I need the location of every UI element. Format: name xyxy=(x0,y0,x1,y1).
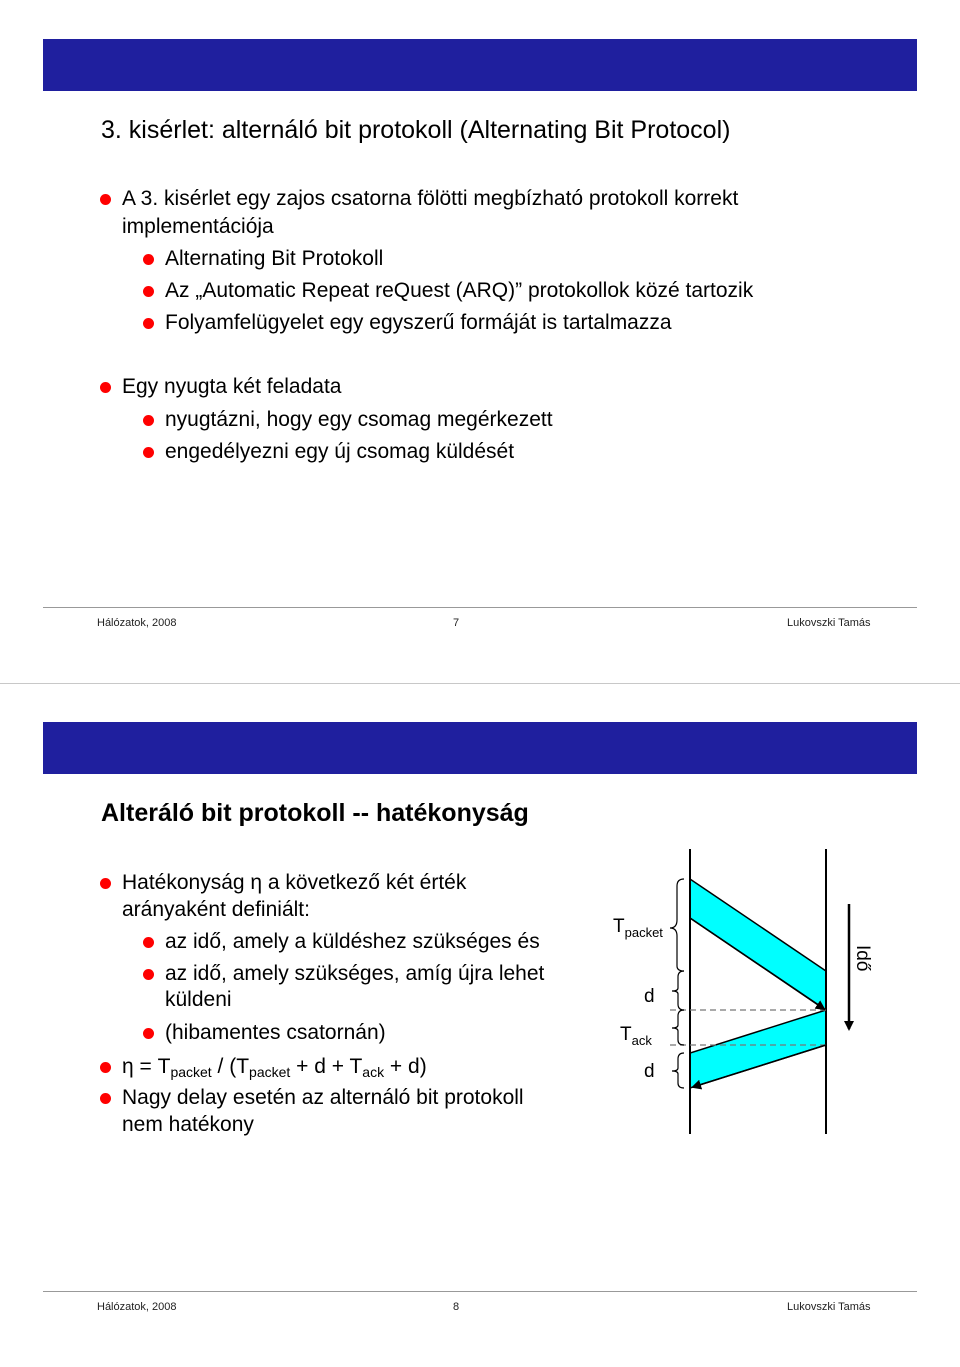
bullet-dot-icon xyxy=(100,382,111,393)
sub-bullet-item: az idő, amely szükséges, amíg újra lehet xyxy=(165,961,544,987)
ack-transmission-area xyxy=(690,1010,826,1088)
slide-title: Alteráló bit protokoll -- hatékonyság xyxy=(101,799,529,827)
bullet-dot-icon xyxy=(143,286,154,297)
footer-left: Hálózatok, 2008 xyxy=(97,1301,177,1313)
bullet-dot-icon xyxy=(143,1028,154,1039)
bullet-dot-icon xyxy=(143,254,154,265)
page-number: 7 xyxy=(453,617,460,629)
efficiency-formula: $\eta = T_{packet} / (T_{packet} + d + T_{ack} + d)$ xyxy=(122,1055,427,1080)
footer-author: Lukovszki Tamás xyxy=(787,1301,871,1313)
sub-bullet-item: Az „Automatic Repeat reQuest (ARQ)” protokollok közé tartozik xyxy=(165,278,753,304)
bullet-dot-icon xyxy=(100,1093,111,1104)
sub-bullet-item: (hibamentes csatornán) xyxy=(165,1020,386,1046)
sub-bullet-item: Folyamfelügyelet egy egyszerű formáját is tartalmazza xyxy=(165,310,672,336)
bullet-item: A 3. kisérlet egy zajos csatorna fölötti megbízható protokoll korrekt xyxy=(122,186,738,212)
label-t-ack: $T_{ack}$ xyxy=(620,1024,652,1048)
bullet-item-continued: implementációja xyxy=(122,215,274,238)
bullet-dot-icon xyxy=(143,937,154,948)
bullet-dot-icon xyxy=(100,878,111,889)
brace-t-ack xyxy=(672,1010,684,1045)
header-bar xyxy=(43,722,917,774)
bullet-item: Nagy delay esetén az alternáló bit protokoll xyxy=(122,1085,524,1111)
time-axis-label: Idő xyxy=(852,945,873,972)
bullet-item-continued: arányaként definiált: xyxy=(122,898,310,921)
label-t-packet: $T_{packet}$ xyxy=(613,916,663,940)
sub-bullet-item: nyugtázni, hogy egy csomag megérkezett xyxy=(165,407,553,433)
sub-bullet-item: engedélyezni egy új csomag küldését xyxy=(165,439,514,465)
sub-bullet-item: az idő, amely a küldéshez szükséges és xyxy=(165,929,540,955)
brace-t-packet xyxy=(670,879,684,971)
footer-left: Hálózatok, 2008 xyxy=(97,617,177,629)
formula-bullet xyxy=(122,1054,427,1080)
slide-title: 3. kisérlet: alternáló bit protokoll (Alternating Bit Protocol) xyxy=(101,116,731,144)
bullet-dot-icon xyxy=(143,447,154,458)
footer-divider xyxy=(43,1291,917,1292)
bullet-item: Hatékonyság η a következő két érték xyxy=(122,870,466,896)
sub-bullet-item-continued: küldeni xyxy=(165,988,232,1011)
page-number: 8 xyxy=(453,1301,460,1313)
packet-transmission-area xyxy=(690,879,826,1010)
bullet-item-continued: nem hatékony xyxy=(122,1113,254,1136)
brace-d2 xyxy=(672,1053,684,1088)
label-d2: d xyxy=(644,1061,655,1082)
footer-author: Lukovszki Tamás xyxy=(787,617,871,629)
timing-diagram xyxy=(600,844,900,1144)
bullet-dot-icon xyxy=(100,194,111,205)
footer-divider xyxy=(43,607,917,608)
bullet-item: Egy nyugta két feladata xyxy=(122,374,342,400)
bullet-dot-icon xyxy=(143,415,154,426)
slide-7 xyxy=(0,0,960,683)
header-bar xyxy=(43,39,917,91)
slide-8 xyxy=(0,684,960,1367)
bullet-dot-icon xyxy=(100,1062,111,1073)
bullet-dot-icon xyxy=(143,318,154,329)
sub-bullet-item: Alternating Bit Protokoll xyxy=(165,246,383,272)
brace-d1 xyxy=(672,971,684,1010)
label-d1: d xyxy=(644,986,655,1007)
bullet-dot-icon xyxy=(143,969,154,980)
